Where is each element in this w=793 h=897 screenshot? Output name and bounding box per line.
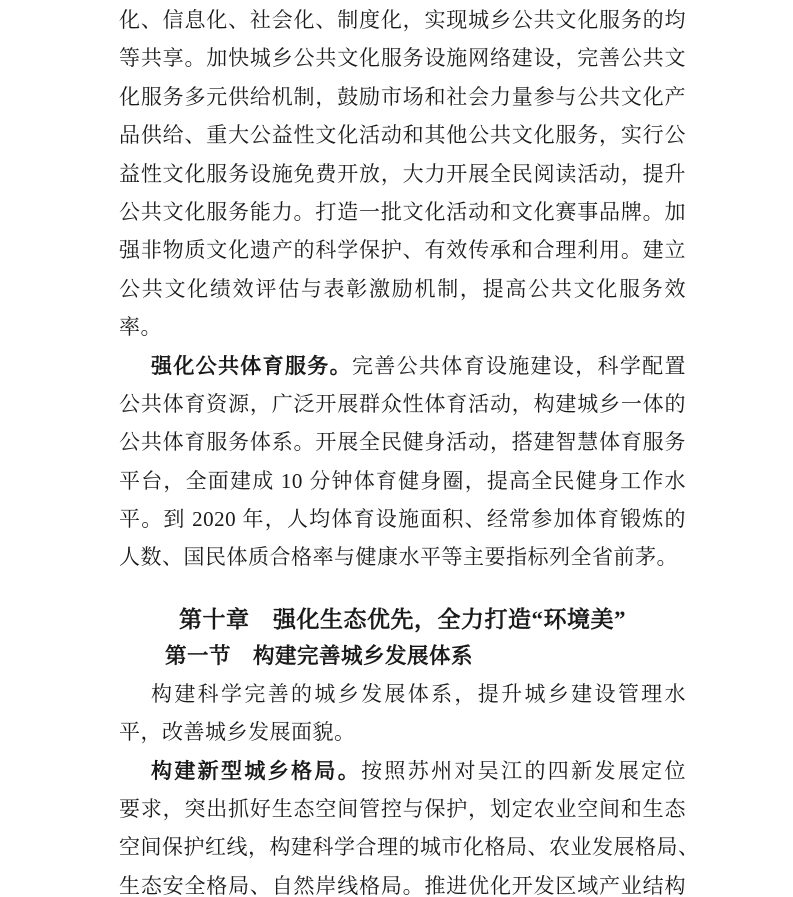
chapter-heading: 第十章 强化生态优先，全力打造“环境美” [179,606,626,632]
paragraph-line [119,752,686,790]
paragraph-line: 公共体育服务体系。开展全民健身活动，搭建智慧体育服务 [119,430,686,455]
paragraph-line: 空间保护红线，构建科学合理的城市化格局、农业发展格局、 [119,835,700,860]
paragraph-line: 化、信息化、社会化、制度化，实现城乡公共文化服务的均 [119,8,686,32]
paragraph-line: 人数、国民体质合格率与健康水平等主要指标列全省前茅。 [119,545,678,570]
paragraph-line: 强非物质文化遗产的科学保护、有效传承和合理利用。建立 [119,238,686,263]
paragraph-lead: 构建新型城乡格局。 [151,758,362,783]
paragraph-line: 构建科学完善的城乡发展体系，提升城乡建设管理水 [151,681,686,706]
paragraph-line: 益性文化服务设施免费开放，大力开展全民阅读活动，提升 [119,161,686,186]
paragraph-line-text: 完善公共体育设施建设，科学配置 [351,353,687,378]
paragraph-line: 平。到 2020 年，人均体育设施面积、经常参加体育锻炼的 [119,507,686,532]
paragraph-line: 化服务多元供给机制，鼓励市场和社会力量参与公共文化产 [119,84,686,109]
paragraph-line: 平台，全面建成 10 分钟体育健身圈，提高全民健身工作水 [119,468,686,493]
paragraph-line: 公共体育资源，广泛开展群众性体育活动，构建城乡一体的 [119,391,686,416]
paragraph-line: 生态安全格局、自然岸线格局。推进优化开发区域产业结构 [119,873,686,897]
paragraph-line: 平，改善城乡发展面貌。 [119,720,356,745]
document-body [119,1,700,897]
paragraph-line: 要求，突出抓好生态空间管控与保护，划定农业空间和生态 [119,797,686,822]
paragraph-line: 率。 [119,315,162,340]
paragraph-line: 公共文化服务能力。打造一批文化活动和文化赛事品牌。加 [119,199,686,224]
section-heading: 第一节 构建完善城乡发展体系 [165,643,474,668]
paragraph-line [119,347,686,385]
paragraph-line: 公共文化绩效评估与表彰激励机制，提高公共文化服务效 [119,276,686,301]
paragraph-lead: 强化公共体育服务。 [151,353,352,378]
paragraph-line: 等共享。加快城乡公共文化服务设施网络建设，完善公共文 [119,46,686,71]
paragraph-line-text: 按照苏州对吴江的四新发展定位 [361,758,687,783]
paragraph-line: 品供给、重大公益性文化活动和其他公共文化服务，实行公 [119,123,686,148]
